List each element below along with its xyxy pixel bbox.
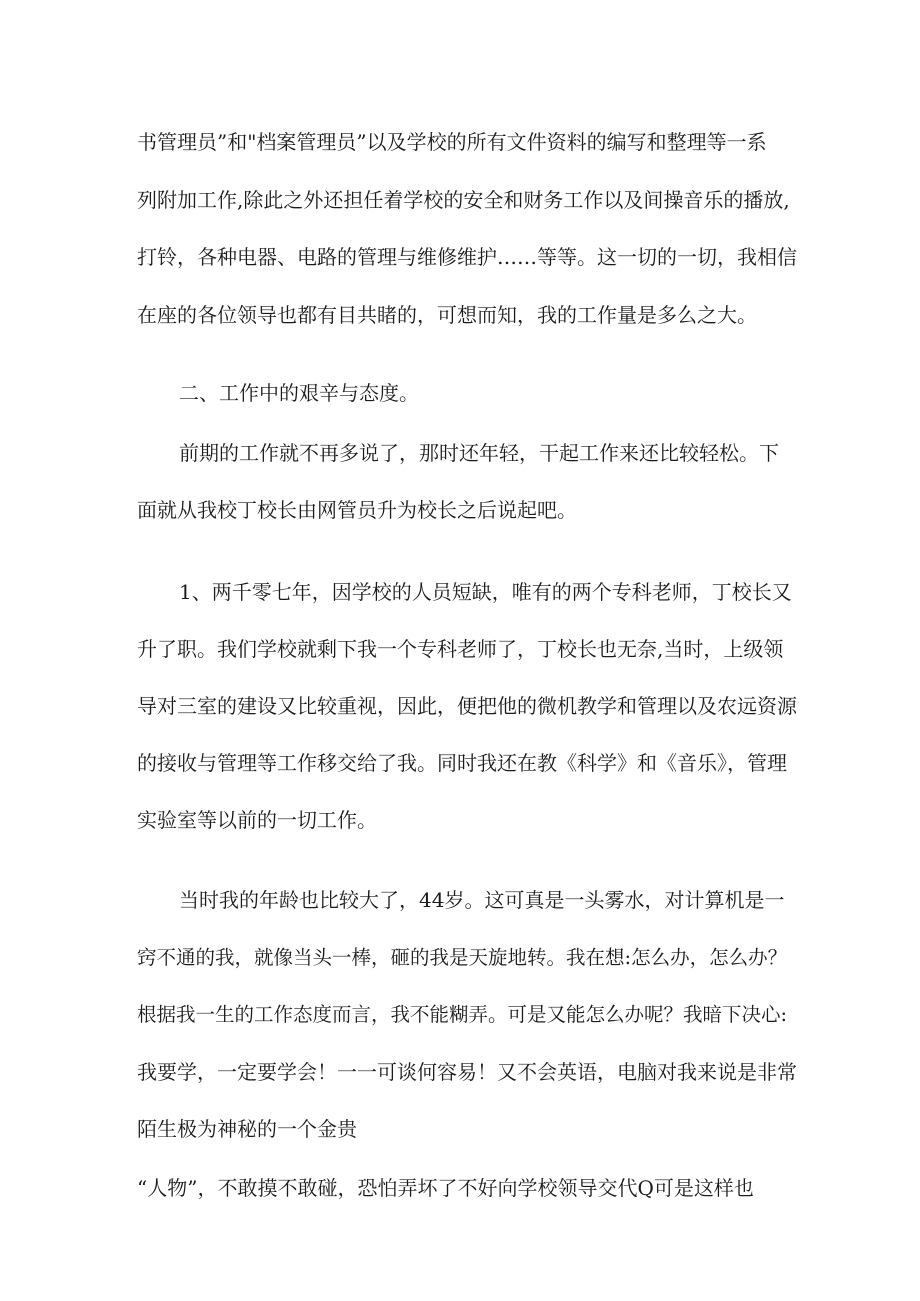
text-line: 1、两千零七年，因学校的人员短缺，唯有的两个专科老师，丁校长又 — [179, 580, 792, 604]
section-heading: 二、工作中的艰辛与态度。 — [179, 381, 419, 405]
text-line: 书管理员”和"档案管理员”以及学校的所有文件资料的编写和整理等一系 — [137, 130, 767, 154]
text-line: 根据我一生的工作态度而言，我不能糊弄。可是又能怎么办呢？我暗下决心: — [137, 1003, 788, 1026]
text-line: 打铃，各种电器、电路的管理与维修维护……等等。这一切的一切，我相信 — [137, 245, 797, 269]
text-line: 在座的各位领导也都有目共睹的，可想而知，我的工作量是多么之大。 — [137, 303, 757, 327]
text-line: 当时我的年龄也比较大了，44岁。这可真是一头雾水，对计算机是一 — [179, 888, 785, 912]
text-line: 前期的工作就不再多说了，那时还年轻，干起工作来还比较轻松。下 — [179, 441, 779, 465]
text-line: “人物”，不敢摸不敢碰，恐怕弄坏了不好向学校领导交代Q可是这样也 — [137, 1176, 754, 1200]
text-line: 升了职。我们学校就剩下我一个专科老师了，丁校长也无奈,当时，上级领 — [137, 637, 784, 661]
text-line: 我要学，一定要学会！一一可谈何容易！又不会英语，电脑对我来说是非常 — [137, 1060, 797, 1084]
text-line: 实验室等以前的一切工作。 — [137, 808, 377, 832]
text-line: 导对三室的建设又比较重视，因此，便把他的微机教学和管理以及农远资源 — [137, 694, 797, 718]
text-line: 的接收与管理等工作移交给了我。同时我还在教《科学》和《音乐》，管理 — [137, 751, 787, 775]
text-line: 陌生极为神秘的一个金贵 — [137, 1117, 357, 1141]
text-line: 窍不通的我，就像当头一棒，砸的我是天旋地转。我在想:怎么办，怎么办？ — [137, 946, 788, 969]
text-line: 面就从我校丁校长由网管员升为校长之后说起吧。 — [137, 498, 577, 522]
text-line: 列附加工作,除此之外还担任着学校的安全和财务工作以及间操音乐的播放, — [137, 188, 790, 212]
